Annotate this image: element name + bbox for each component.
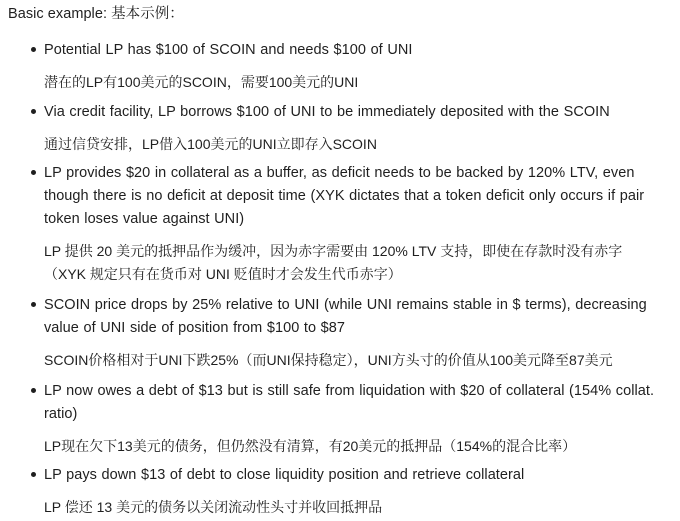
list-item-english: Via credit facility, LP borrows $100 of UNI to be immediately deposited with the SCOIN — [44, 104, 610, 120]
list-item-chinese: LP 偿还 13 美元的债务以关闭流动性头寸并收回抵押品 — [44, 499, 383, 515]
list-item-english: Potential LP has $100 of SCOIN and needs $100 of UNI — [44, 42, 413, 58]
list-item-english: LP now owes a debt of $13 but is still safe from liquidation with $20 of collateral (154% collat. ratio) — [44, 383, 655, 422]
list-item — [44, 162, 672, 282]
bullet-icon — [31, 472, 36, 477]
list-item — [44, 39, 672, 90]
bullet-icon — [31, 170, 36, 175]
list-item — [44, 464, 672, 515]
list-item-chinese: LP现在欠下13美元的债务，但仍然没有清算，有20美元的抵押品（154%的混合比率） — [44, 438, 577, 454]
list-item-chinese: 通过信贷安排，LP借入100美元的UNI立即存入SCOIN — [44, 136, 377, 152]
list-item-english: LP provides $20 in collateral as a buffer, as deficit needs to be backed by 120% LTV, even though there is no deficit at deposit time (XYK dictates that a token deficit only occurs if pair token loses value against UNI) — [44, 165, 645, 227]
list-item-chinese: SCOIN价格相对于UNI下跌25%（而UNI保持稳定），UNI方头寸的价值从100美元降至87美元 — [44, 352, 613, 368]
bullet-icon — [31, 388, 36, 393]
list-item-english: LP pays down $13 of debt to close liquidity position and retrieve collateral — [44, 467, 525, 483]
section-heading: Basic example: 基本示例： — [8, 6, 184, 22]
list-item-chinese: 潜在的LP有100美元的SCOIN，需要100美元的UNI — [44, 74, 359, 90]
list-item-chinese: LP 提供 20 美元的抵押品作为缓冲，因为赤字需要由 120% LTV 支持，即使在存款时没有赤字（XYK 规定只有在货币对 UNI 贬值时才会发生代币赤字） — [44, 243, 623, 282]
list-item — [44, 380, 672, 454]
list-item — [44, 101, 672, 152]
bullet-icon — [31, 47, 36, 52]
bullet-icon — [31, 302, 36, 307]
bullet-icon — [31, 109, 36, 114]
list-item-english: SCOIN price drops by 25% relative to UNI (while UNI remains stable in $ terms), decreasing value of UNI side of position from $100 to $87 — [44, 297, 647, 336]
list-item — [44, 294, 672, 368]
